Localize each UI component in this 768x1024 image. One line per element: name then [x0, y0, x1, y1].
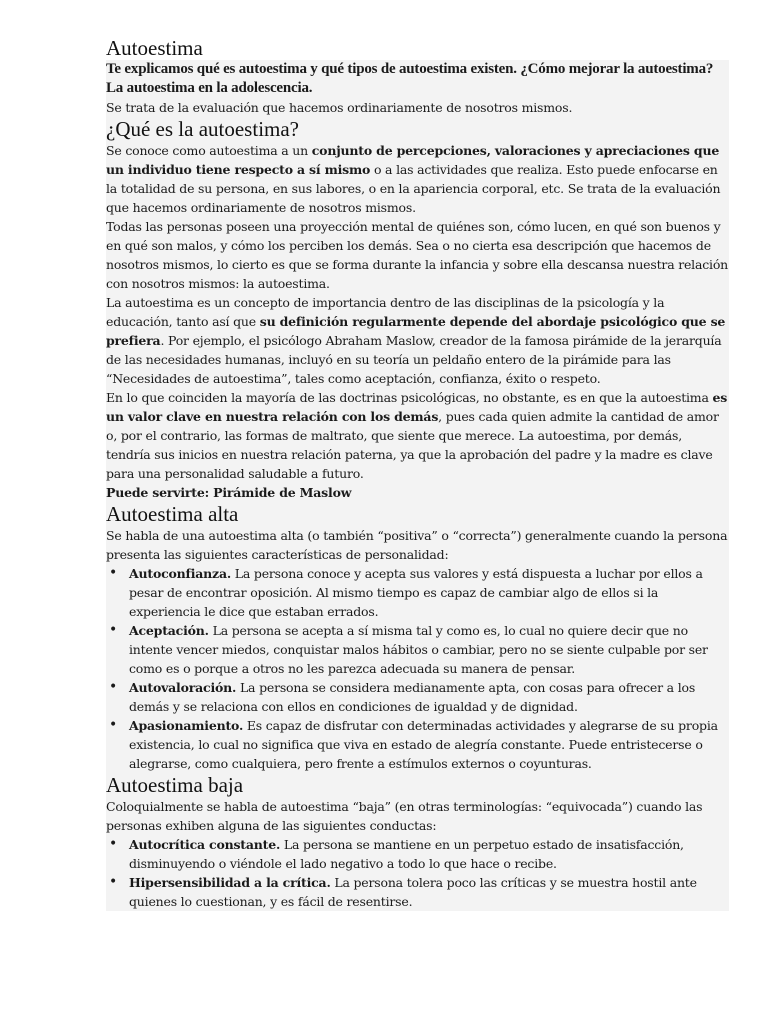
section-heading-high: Autoestima alta [106, 502, 239, 526]
text-run: En lo que coinciden la mayoría de las doctrinas psicológicas, no obstante, es en que la autoestima [106, 390, 713, 405]
paragraph-definition [106, 141, 729, 217]
text-run: Se conoce como autoestima a un [106, 143, 312, 158]
list-item [129, 716, 729, 773]
document-page [106, 36, 729, 911]
item-term: Hipersensibilidad a la crítica. [129, 875, 331, 890]
item-text: La persona se mantiene en un perpetuo estado de insatisfacción, disminuyendo o viéndole el lado negativo a todo lo que hace o recibe. [129, 837, 684, 871]
summary-paragraph: Se trata de la evaluación que hacemos ordinariamente de nosotros mismos. [106, 100, 573, 115]
item-term: Autocrítica constante. [129, 837, 281, 852]
text-run: o a las actividades que realiza. Esto puede enfocarse en la totalidad de su persona, en sus labores, o en la apariencia corporal, etc. Se trata de la evaluación que hacemos ordinariamente de nosotros mismos. [106, 162, 721, 215]
section-heading-low: Autoestima baja [106, 773, 244, 797]
related-link[interactable]: Puede servirte: Pirámide de Maslow [106, 485, 352, 500]
paragraph-projection: Todas las personas poseen una proyección mental de quiénes son, cómo lucen, en qué son buenos y en qué son malos, y cómo los perciben los demás. Sea o no cierta esa descripción que hacemos de nosotros mismos, lo cierto es que se forma durante la infancia y sobre ella descansa nuestra relación con nosotros mismos: la autoestima. [106, 219, 729, 291]
text-run: , pues cada quien admite la cantidad de amor o, por el contrario, las formas de maltrato, que siente que merece. La autoestima, por demás, tendría sus inicios en nuestra relación paterna, ya que la aprobación del padre y la madre es clave para una personalidad saludable a futuro. [106, 409, 719, 481]
paragraph-low-intro: Coloquialmente se habla de autoestima “baja” (en otras terminologías: “equivocada”) cuando las personas exhiben alguna de las siguientes conductas: [106, 799, 703, 833]
text-run: . Por ejemplo, el psicólogo Abraham Maslow, creador de la famosa pirámide de la jerarquía de las necesidades humanas, incluyó en su teoría un peldaño entero de la pirámide para las “Necesidades de autoestima”, tales como aceptación, confianza, éxito o respeto. [106, 333, 722, 386]
bold-run: es un valor clave en nuestra relación con los demás [106, 390, 728, 424]
list-item [129, 564, 729, 621]
list-item [129, 678, 729, 716]
text-run: La autoestima es un concepto de importancia dentro de las disciplinas de la psicología y la educación, tanto así que [106, 295, 665, 329]
page-title: Autoestima [106, 36, 203, 60]
section-heading-what-is: ¿Qué es la autoestima? [106, 117, 299, 141]
item-term: Autovaloración. [129, 680, 237, 695]
item-text: Es capaz de disfrutar con determinadas actividades y alegrarse de su propia existencia, lo cual no significa que viva en estado de alegría constante. Puede entristecerse o alegrarse, como cualquiera, pero frente a estímulos externos o coyunturas. [129, 718, 718, 771]
high-esteem-list [106, 564, 729, 773]
list-item [129, 621, 729, 678]
item-text: La persona se considera medianamente apta, con cosas para ofrecer a los demás y se relaciona con ellos en condiciones de igualdad y de dignidad. [129, 680, 696, 714]
item-text: La persona se acepta a sí misma tal y como es, lo cual no quiere decir que no intente vencer miedos, conquistar malos hábitos o cambiar, pero no se siente culpable por ser como es o porque a otros no les parezca adecuada su manera de pensar. [129, 623, 708, 676]
paragraph-high-intro: Se habla de una autoestima alta (o también “positiva” o “correcta”) generalmente cuando la persona presenta las siguientes características de personalidad: [106, 528, 728, 562]
item-term: Autoconfianza. [129, 566, 231, 581]
list-item [129, 873, 729, 911]
paragraph-doctrines [106, 388, 729, 483]
bold-run: su definición regularmente depende del abordaje psicológico que se prefiera [106, 314, 726, 348]
item-term: Apasionamiento. [129, 718, 244, 733]
content-band [106, 60, 729, 911]
item-text: La persona conoce y acepta sus valores y está dispuesta a luchar por ellos a pesar de encontrar oposición. Al mismo tiempo es capaz de cambiar algo de ellos si la experiencia le dice que estaban errados. [129, 566, 703, 619]
item-text: La persona tolera poco las críticas y se muestra hostil ante quienes lo cuestionan, y es fácil de resentirse. [129, 875, 697, 909]
lead-paragraph: Te explicamos qué es autoestima y qué tipos de autoestima existen. ¿Cómo mejorar la autoestima? La autoestima en la adolescencia. [106, 61, 714, 96]
low-esteem-list [106, 835, 729, 911]
item-term: Aceptación. [129, 623, 209, 638]
list-item [129, 835, 729, 873]
paragraph-concept [106, 293, 729, 388]
bold-run: conjunto de percepciones, valoraciones y apreciaciones que un individuo tiene respecto a sí mismo [106, 143, 720, 177]
